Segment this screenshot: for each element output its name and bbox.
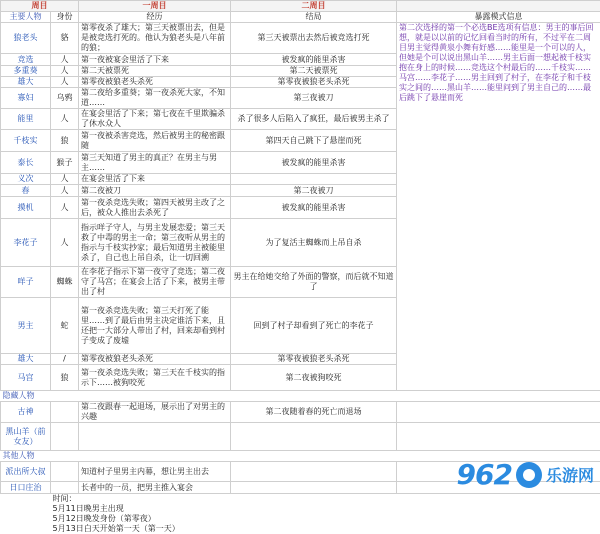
- char-experience: 第一夜被杀害竞选，然后被男主的秘密跟随: [79, 130, 231, 152]
- subheader-row: [1, 12, 600, 23]
- char-experience: 第零夜杀了雄大；第三天被票出去，但是是被竞选打死的。他认为狼老头是八年前的狼；: [79, 23, 231, 54]
- hidden-section-title: 隐藏人物: [1, 391, 600, 402]
- char-name: 雄大: [1, 354, 51, 365]
- char-ending: [231, 482, 397, 494]
- char-name: 能里: [1, 109, 51, 130]
- watermark: [457, 458, 594, 491]
- char-experience: 第一夜杀竞选失败；第四天被男主改了之后，被众人推出去杀死了: [79, 197, 231, 219]
- char-experience: 第一夜杀竞选失败；第三天在千枝实的指示下……被狗咬死: [79, 365, 231, 391]
- char-experience: 长者中的一员，把男主推入宴会: [79, 482, 231, 494]
- char-identity: 人: [51, 54, 79, 66]
- watermark-logo-icon: [516, 462, 542, 488]
- char-experience: 第二夜跟春一起退场，展示出了对男主的兴趣: [79, 402, 231, 423]
- char-experience: 在宴会里活了下来；第七夜在千里欺骗杀了休水众人: [79, 109, 231, 130]
- char-experience: 第零夜被狼老头杀死: [79, 77, 231, 88]
- char-name: 千枝实: [1, 130, 51, 152]
- char-ending: 被发疯的能里杀害: [231, 152, 397, 174]
- timeline: [51, 494, 600, 534]
- sub-ending: 结局: [231, 12, 397, 23]
- char-identity: [51, 462, 79, 482]
- char-ending: 杀了很多人后陷入了疯狂，最后被男主杀了: [231, 109, 397, 130]
- char-identity: 人: [51, 185, 79, 197]
- main-rows: [1, 23, 600, 391]
- char-name: 多重葵: [1, 66, 51, 77]
- char-identity: 猴子: [51, 152, 79, 174]
- char-experience: 第一夜被宴会里活了下来: [79, 54, 231, 66]
- char-info: [397, 402, 600, 423]
- char-identity: /: [51, 354, 79, 365]
- char-experience: 第二天被票死: [79, 66, 231, 77]
- sub-experience: 经历: [79, 12, 231, 23]
- header-row: [1, 1, 600, 12]
- char-ending: 被发疯的能里杀害: [231, 54, 397, 66]
- char-identity: 人: [51, 219, 79, 267]
- char-ending: [231, 462, 397, 482]
- char-identity: 狼: [51, 365, 79, 391]
- char-experience: [79, 423, 231, 451]
- char-ending: [231, 423, 397, 451]
- table-row: [1, 423, 600, 451]
- timeline-item: 5月13日白天开始第一天（第一天）: [53, 524, 599, 534]
- char-ending: 第二夜被狗咬死: [231, 365, 397, 391]
- char-name: 春: [1, 185, 51, 197]
- char-identity: 人: [51, 77, 79, 88]
- timeline-item: 5月12日晚发身份（第零夜）: [53, 514, 599, 524]
- char-experience: 第二夜给多重葵；第一夜杀死大家，不知道……: [79, 88, 231, 109]
- char-experience: 第零夜被狼老头杀死: [79, 354, 231, 365]
- sub-info: 暴露模式信息: [397, 12, 600, 23]
- char-name: 泰长: [1, 152, 51, 174]
- char-name: 古神: [1, 402, 51, 423]
- char-name: 狼老头: [1, 23, 51, 54]
- header-col4: 二周目: [231, 1, 397, 12]
- char-name: 咩子: [1, 267, 51, 298]
- char-ending: 第四天自己跳下了悬崖而死: [231, 130, 397, 152]
- char-ending: 回到了村子却看到了死亡的李花子: [231, 298, 397, 354]
- header-col3: 一周目: [79, 1, 231, 12]
- timeline-item: 5月11日晚男主出现: [53, 504, 599, 514]
- char-experience: 第三天知道了男主的真正？在男主与男主……: [79, 152, 231, 174]
- hidden-section-row: [1, 391, 600, 402]
- char-ending: 第零夜被狼老头杀死: [231, 354, 397, 365]
- char-identity: 人: [51, 66, 79, 77]
- char-identity: [51, 402, 79, 423]
- char-identity: 人: [51, 174, 79, 185]
- char-name: 竞选: [1, 54, 51, 66]
- char-ending: 第三天被票出去然后被竞选打死: [231, 23, 397, 54]
- char-identity: 人: [51, 197, 79, 219]
- char-name: 李花子: [1, 219, 51, 267]
- watermark-number: 962: [457, 458, 512, 491]
- char-ending: 第二天被票死: [231, 66, 397, 77]
- char-name: 摸机: [1, 197, 51, 219]
- char-experience: 指示咩子守人，与男主发展恋爱；第三天救了中毒的男主一命；第三夜听从男主的指示与千枝实抄家；最后知道男主被能里杀了，自己也上吊自杀，让一切回溯: [79, 219, 231, 267]
- sub-identity: 身份: [51, 12, 79, 23]
- char-identity: [51, 482, 79, 494]
- char-identity: 乌鸦: [51, 88, 79, 109]
- char-name: 男主: [1, 298, 51, 354]
- hidden-rows: [1, 402, 600, 451]
- char-identity: [51, 423, 79, 451]
- char-name: 黑山羊（前女友）: [1, 423, 51, 451]
- char-identity: 人: [51, 109, 79, 130]
- timeline-title: 时间：: [53, 494, 599, 504]
- header-col5: [397, 1, 600, 12]
- char-ending: 第三夜被刀: [231, 88, 397, 109]
- char-info: [397, 423, 600, 451]
- char-ending: 第二夜被刀: [231, 185, 397, 197]
- char-name: 派出所大叔: [1, 462, 51, 482]
- char-ending: 第零夜被狼老头杀死: [231, 77, 397, 88]
- char-identity: 蛇: [51, 298, 79, 354]
- watermark-text: 乐游网: [546, 463, 594, 486]
- char-ending: 第二夜随着春的死亡而退场: [231, 402, 397, 423]
- sub-main-chars: 主要人物: [1, 12, 51, 23]
- char-identity: 貉: [51, 23, 79, 54]
- table-row: [1, 23, 600, 54]
- char-ending: 男主在给她交给了外面的警察，而后就不知道了: [231, 267, 397, 298]
- other-section-title: 其他人物: [1, 451, 600, 462]
- char-identity: 狼: [51, 130, 79, 152]
- char-name: 马宫: [1, 365, 51, 391]
- table-row: [1, 402, 600, 423]
- spoiler-info: 第二次选择的第一个必选BE选项有信息：男主的事后回想，就是以以前的记忆回看当时的所有，不过平在二周目男主觉得黄泉小舞有好感……能里是一个可以的人，但她是个可以说出黑山羊……男主后面一想起被千枝实抱在身上的时候……竞选这个村最后的……千枝实……马宫……李花子……男主回到了村子，在李花子和千枝实之间的……黑山羊……能里问到了男主自己的……最后跳下了悬崖而死: [397, 23, 600, 391]
- header-col1: 周目: [1, 1, 79, 12]
- char-name: 寡妇: [1, 88, 51, 109]
- char-name: 雄大: [1, 77, 51, 88]
- char-name: 日口庄治: [1, 482, 51, 494]
- char-ending: 被发疯的能里杀害: [231, 197, 397, 219]
- char-ending: 为了复活主蜘蛛而上吊自杀: [231, 219, 397, 267]
- char-name: 义次: [1, 174, 51, 185]
- char-experience: 第二夜被刀: [79, 185, 231, 197]
- timeline-row: [1, 494, 600, 534]
- char-experience: 第一夜杀竞选失败；第三天打死了能里……到了最后由男主决定谁活下来，且还把一大部分人带出了村，回来却看到村子变成了废墟: [79, 298, 231, 354]
- char-experience: 在李花子指示下第一夜守了竞选；第二夜守了马宫；在宴会上活了下来，被男主带出了村: [79, 267, 231, 298]
- char-experience: 在宴会里活了下来: [79, 174, 231, 185]
- char-experience: 知道村子里男主内幕，想让男主出去: [79, 462, 231, 482]
- char-identity: 蜘蛛: [51, 267, 79, 298]
- char-ending: [231, 174, 397, 185]
